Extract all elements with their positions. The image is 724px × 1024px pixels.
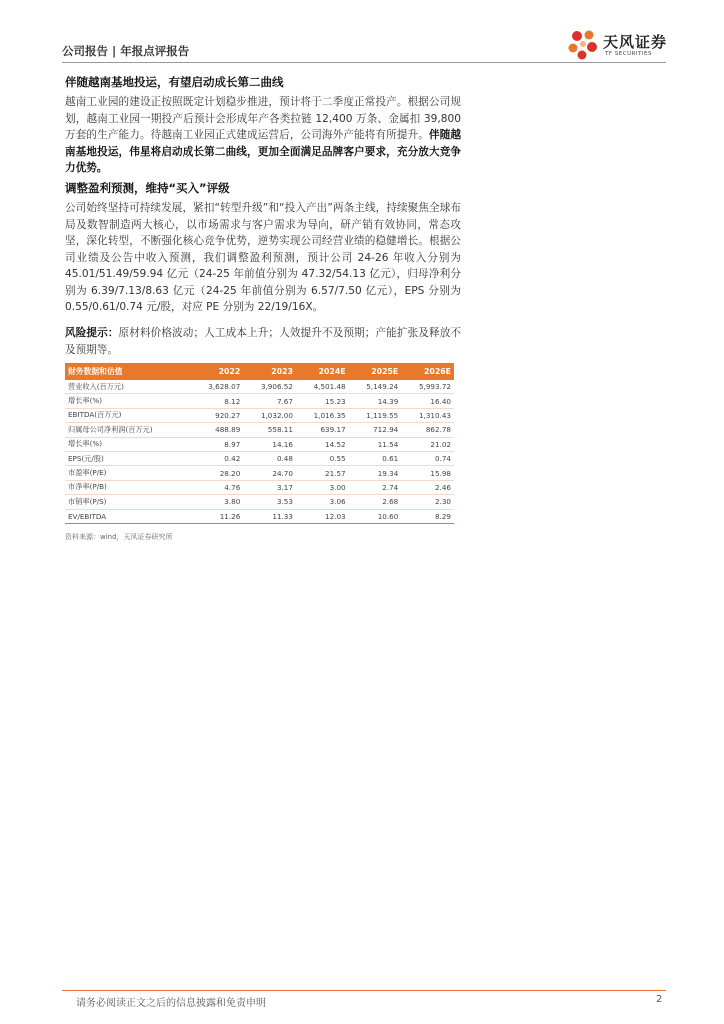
page-number: 2 — [656, 994, 663, 1005]
table-header-row — [65, 363, 454, 380]
risk-label: 风险提示： — [65, 327, 119, 339]
logo-text-en: TF SECURITIES — [605, 51, 652, 57]
report-type-label: 公司报告 | 年报点评报告 — [62, 44, 190, 58]
table-cell: 市盈率(P/E) — [65, 466, 191, 480]
table-cell: 5,149.24 — [349, 380, 402, 394]
table-cell: 8.29 — [401, 509, 454, 523]
table-cell: EBITDA(百万元) — [65, 408, 191, 422]
table-cell: EPS(元/股) — [65, 451, 191, 465]
paragraph-vietnam — [65, 94, 461, 177]
table-header-cell: 2025E — [349, 363, 402, 380]
table-cell: 8.12 — [191, 394, 244, 408]
table-row — [65, 380, 454, 394]
table-row — [65, 495, 454, 509]
table-cell: 3,906.52 — [243, 380, 296, 394]
table-cell: EV/EBITDA — [65, 509, 191, 523]
table-cell: 21.02 — [401, 437, 454, 451]
table-cell: 1,032.00 — [243, 408, 296, 422]
table-header-cell: 财务数据和估值 — [65, 363, 191, 380]
table-cell: 增长率(%) — [65, 394, 191, 408]
table-cell: 16.40 — [401, 394, 454, 408]
risk-text: 原材料价格波动；人工成本上升；人效提升不及预期；产能扩张及释放不及预期等。 — [65, 327, 461, 356]
table-cell: 712.94 — [349, 423, 402, 437]
table-cell: 24.70 — [243, 466, 296, 480]
header-divider — [62, 62, 666, 63]
table-cell: 3.80 — [191, 495, 244, 509]
table-header-cell: 2024E — [296, 363, 349, 380]
section-title-vietnam: 伴随越南基地投运，有望启动成长第二曲线 — [65, 75, 284, 89]
table-cell: 1,310.43 — [401, 408, 454, 422]
table-cell: 28.20 — [191, 466, 244, 480]
table-cell: 488.89 — [191, 423, 244, 437]
table-cell: 10.60 — [349, 509, 402, 523]
table-cell: 3,628.07 — [191, 380, 244, 394]
table-cell: 14.16 — [243, 437, 296, 451]
table-cell: 0.42 — [191, 451, 244, 465]
table-cell: 4,501.48 — [296, 380, 349, 394]
table-source-note: 资料来源：wind，天风证券研究所 — [65, 533, 173, 541]
table-cell: 1,119.55 — [349, 408, 402, 422]
table-row — [65, 480, 454, 494]
table-cell: 3.00 — [296, 480, 349, 494]
company-logo — [565, 28, 675, 62]
table-cell: 5,993.72 — [401, 380, 454, 394]
table-cell: 2.74 — [349, 480, 402, 494]
table-cell: 15.98 — [401, 466, 454, 480]
logo-text-cn: 天风证券 — [603, 33, 668, 51]
table-cell: 11.26 — [191, 509, 244, 523]
table-cell: 3.53 — [243, 495, 296, 509]
table-row — [65, 408, 454, 422]
section-title-forecast: 调整盈利预测，维持“买入”评级 — [65, 181, 230, 195]
table-cell: 15.23 — [296, 394, 349, 408]
paragraph-vietnam-text: 越南工业园的建设正按照既定计划稳步推进，预计将于二季度正常投产。根据公司规划，越南工业园一期投产后预计会形成年产各类拉链 12,400 万条、金属扣 39,800 万套的生产能力。待越南工业园正式建成运营后，公司海外产能将有所提升。 — [65, 96, 461, 141]
table-cell: 2.30 — [401, 495, 454, 509]
table-cell: 12.03 — [296, 509, 349, 523]
table-cell: 1,016.35 — [296, 408, 349, 422]
table-cell: 市销率(P/S) — [65, 495, 191, 509]
table-cell: 21.57 — [296, 466, 349, 480]
footer-divider — [62, 990, 666, 991]
table-cell: 市净率(P/B) — [65, 480, 191, 494]
table-cell: 归属母公司净利润(百万元) — [65, 423, 191, 437]
logo-flower-icon — [565, 28, 601, 62]
table-row — [65, 437, 454, 451]
table-cell: 14.52 — [296, 437, 349, 451]
table-cell: 862.78 — [401, 423, 454, 437]
table-cell: 2.68 — [349, 495, 402, 509]
table-row — [65, 466, 454, 480]
table-cell: 营业收入(百万元) — [65, 380, 191, 394]
table-header-cell: 2023 — [243, 363, 296, 380]
table-cell: 0.61 — [349, 451, 402, 465]
table-row — [65, 509, 454, 523]
table-cell: 3.06 — [296, 495, 349, 509]
risk-paragraph — [65, 325, 461, 358]
table-cell: 920.27 — [191, 408, 244, 422]
table-cell: 0.74 — [401, 451, 454, 465]
table-header-cell: 2022 — [191, 363, 244, 380]
footer-disclaimer: 请务必阅读正文之后的信息披露和免责申明 — [76, 998, 266, 1009]
table-cell: 558.11 — [243, 423, 296, 437]
table-cell: 0.48 — [243, 451, 296, 465]
table-cell: 14.39 — [349, 394, 402, 408]
financial-table — [65, 363, 454, 524]
table-cell: 639.17 — [296, 423, 349, 437]
paragraph-forecast: 公司始终坚持可持续发展，紧扣“转型升级”和“投入产出”两条主线，持续聚焦全球布局及数智制造两大核心，以市场需求与客户需求为导向，研产销有效协同，常态攻坚，深化转型，不断强化核心竞争优势，逆势实现公司经营业绩的稳健增长。根据公司业绩及公告中收入预测，我们调整盈利预测，预计公司 24-26 年收入分别为 45.01/51.49/59.94 亿元（24-25 年前值分别为 47.32/54.13 亿元），归母净利分别为 6.39/7.13/8.63 亿元（24-25 年前值分别为 6.57/7.50 亿元），EPS 分别为 0.55/0.61/0.74 元/股，对应 PE 分别为 22/19/16X。 — [65, 202, 461, 313]
table-cell: 4.76 — [191, 480, 244, 494]
table-cell: 19.34 — [349, 466, 402, 480]
table-cell: 11.54 — [349, 437, 402, 451]
table-row — [65, 394, 454, 408]
table-cell: 11.33 — [243, 509, 296, 523]
table-cell: 3.17 — [243, 480, 296, 494]
table-cell: 增长率(%) — [65, 437, 191, 451]
table-row — [65, 451, 454, 465]
paragraph-vietnam-bold: 伴随越南基地投运，伟星将启动成长第二曲线，更加全面满足品牌客户要求，充分放大竞争力优势。 — [65, 129, 462, 174]
table-row — [65, 423, 454, 437]
table-cell: 0.55 — [296, 451, 349, 465]
table-cell: 7.67 — [243, 394, 296, 408]
table-cell: 8.97 — [191, 437, 244, 451]
table-cell: 2.46 — [401, 480, 454, 494]
table-header-cell: 2026E — [401, 363, 454, 380]
